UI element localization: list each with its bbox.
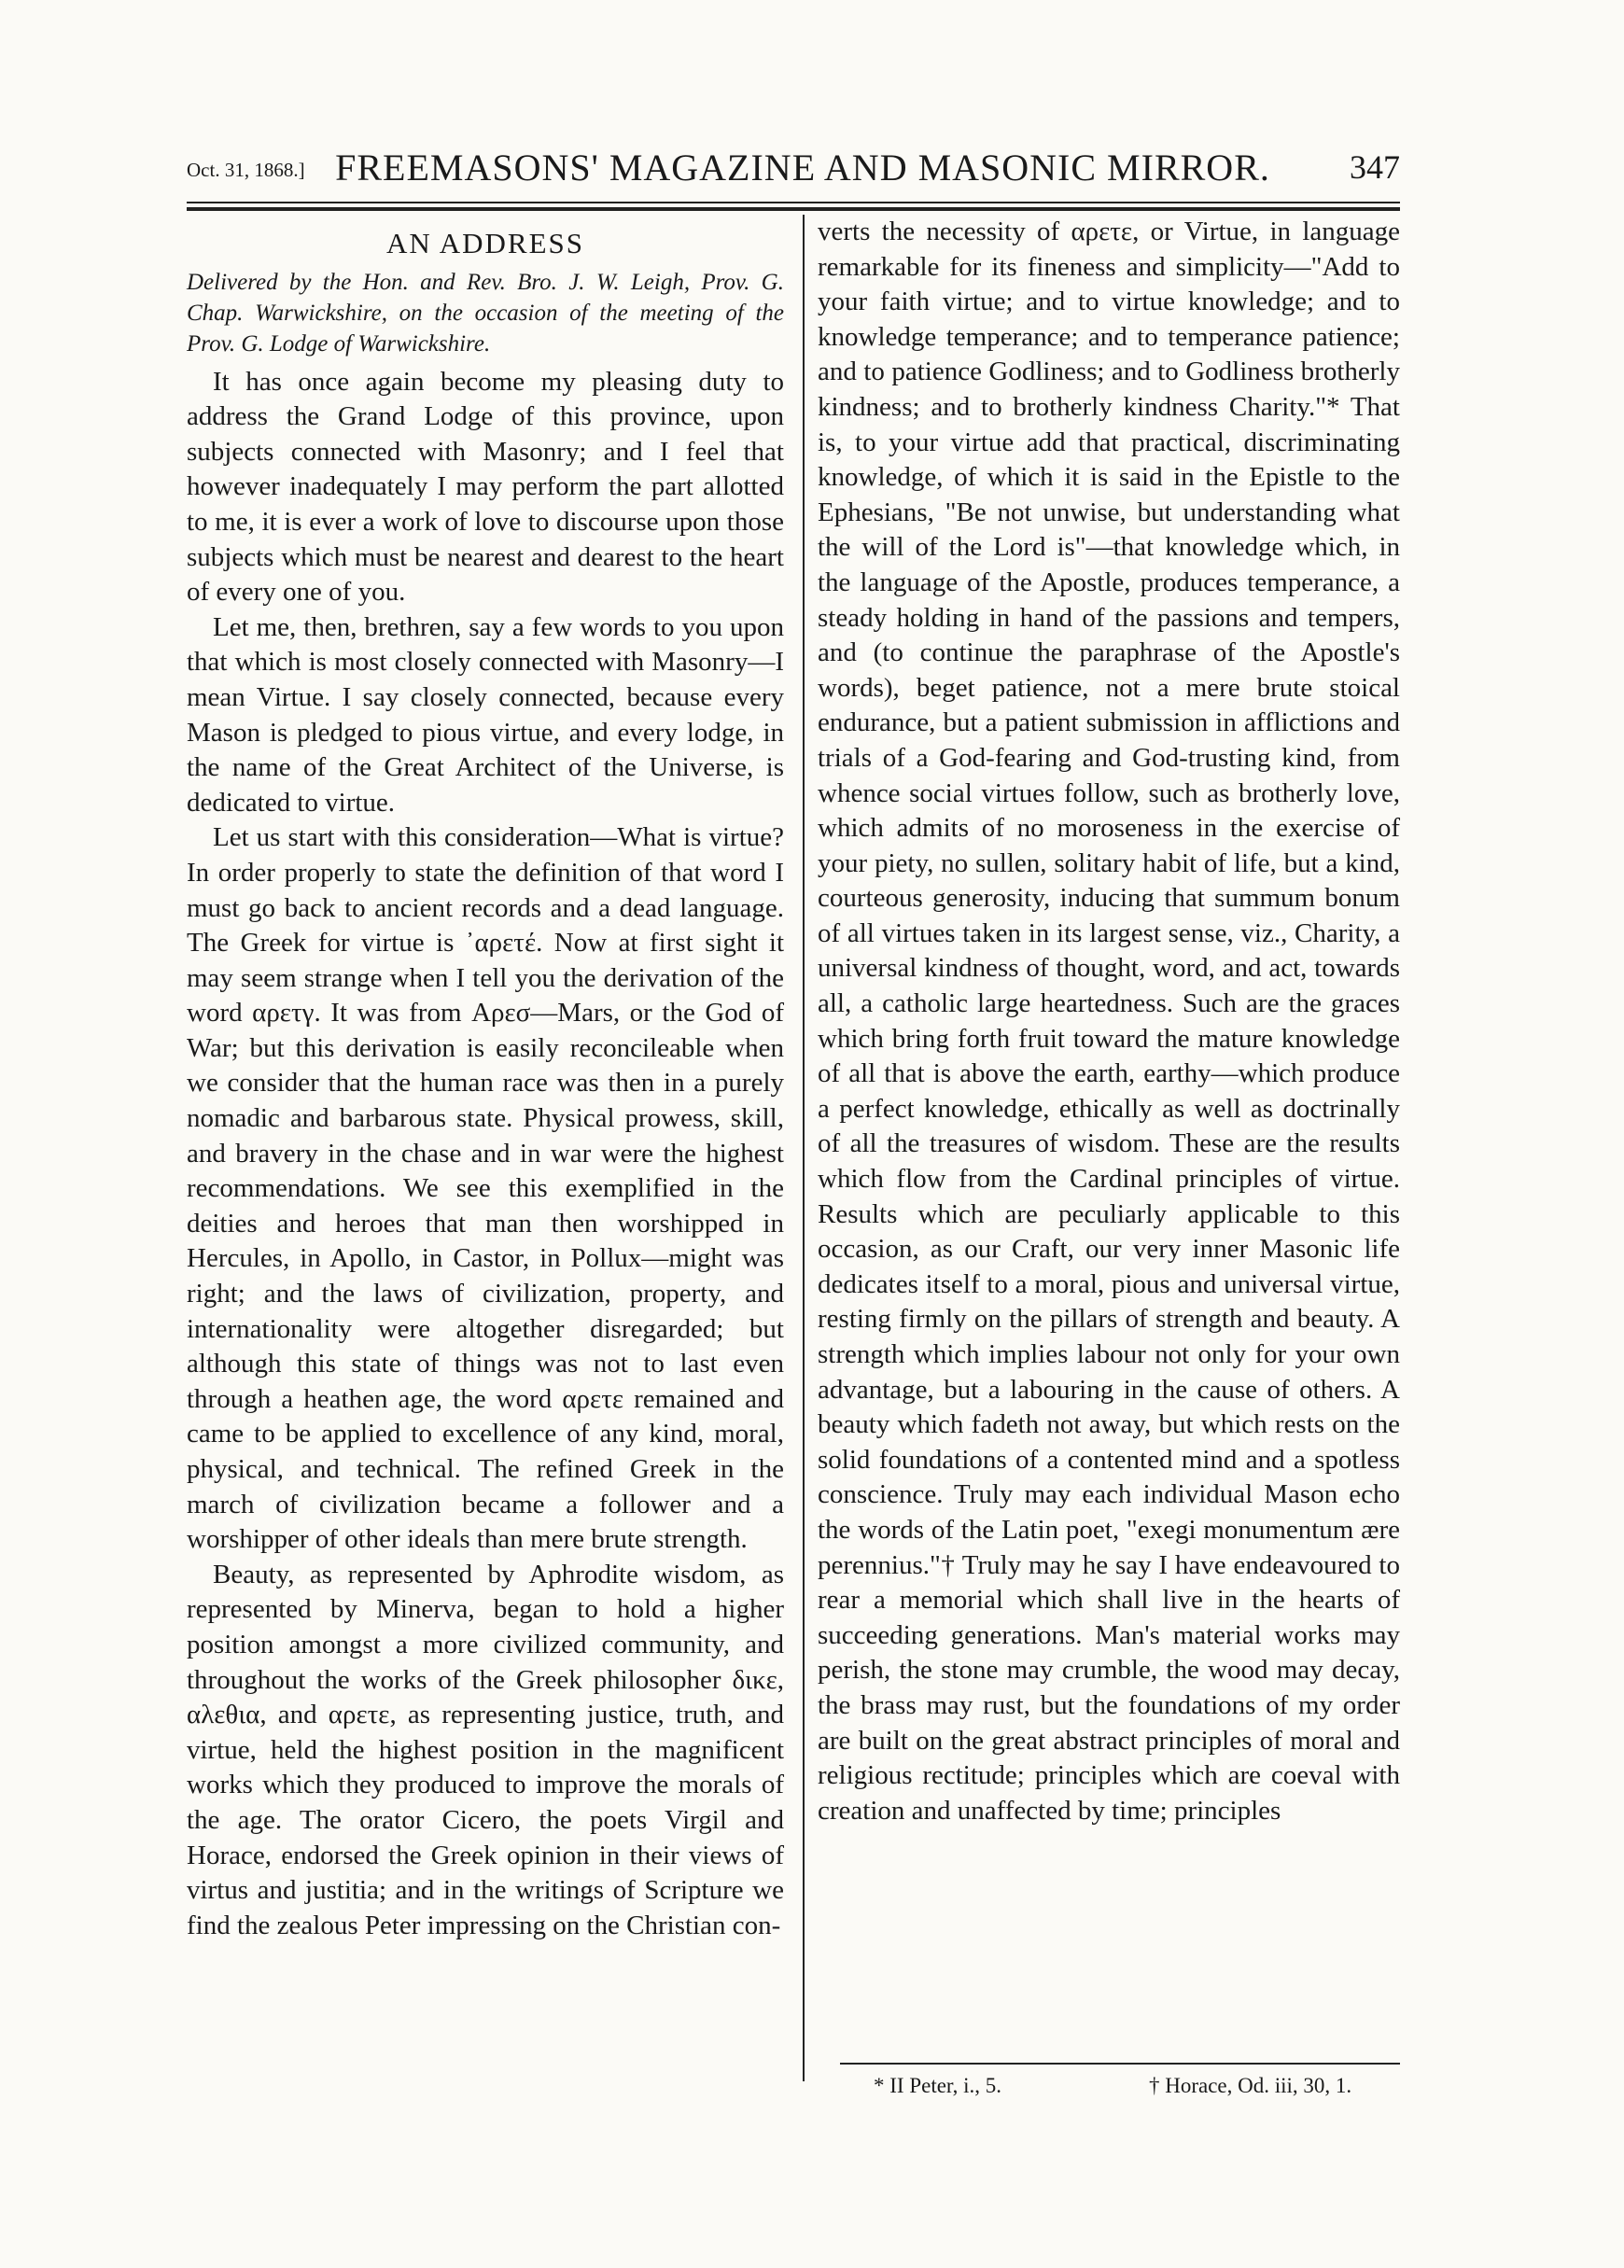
header-rule [187, 202, 1400, 203]
magazine-title: FREEMASONS' MAGAZINE AND MASONIC MIRROR. [335, 147, 1270, 189]
paragraph: It has once again become my pleasing duty to address the Grand Lodge of this province, upon subjects connected with Masonry; and I feel that however inadequately I may perform the part allotted to me, it is ever a work of love to discourse upon those subjects which must be nearest and dearest to the heart of every one of you. [187, 366, 784, 608]
page-number: 347 [1350, 148, 1400, 186]
page-header [187, 140, 1400, 196]
right-column [818, 215, 1400, 1828]
issue-date: Oct. 31, 1868.] [187, 159, 305, 181]
footnote-1: * II Peter, i., 5. [874, 2074, 1002, 2097]
paragraph: verts the necessity of αρετε, or Virtue, in language remarkable for its fineness and simplicity—"Add to your faith virtue; and to virtue knowledge; and to knowledge temperance; and to temperance patience; and to patience Godliness; and to Godliness brotherly kindness; and to brotherly kindness Charity."* That is, to your virtue add that practical, discriminating knowledge, of which it is said in the Epistle to the Ephesians, "Be not unwise, but understanding what the will of the Lord is"—that knowledge which, in the language of the Apostle, produces temperance, a steady holding in hand of the passions and tempers, and (to continue the paraphrase of the Apostle's words), beget patience, not a mere brute stoical endurance, but a patient submission in afflictions and trials of a God-fearing and God-trusting kind, from whence social virtues follow, such as brotherly love, which admits of no moroseness in the exercise of your piety, no sullen, solitary habit of life, but a kind, courteous generosity, inducing that summum bonum of all virtues taken in its largest sense, viz., Charity, a universal kindness of thought, word, and act, towards all, a catholic large heartedness. Such are the graces which bring forth fruit toward the mature knowledge of all that is above the earth, earthy—which produce a perfect knowledge, ethically as well as doctrinally of all the treasures of wisdom. These are the results which flow from the Cardinal principles of virtue. Results which are peculiarly applicable to this occasion, as our Craft, our very inner Masonic life dedicates itself to a moral, pious and universal virtue, resting firmly on the pillars of strength and beauty. A strength which implies labour not only for your own advantage, but a labouring in the cause of others. A beauty which fadeth not away, but which rests on the solid foundations of a contented mind and a spotless conscience. Truly may each individual Mason echo the words of the Latin poet, "exegi monumentum ære perennius."† Truly may he say I have endeavoured to rear a memorial which shall live in the hearts of succeeding generations. Man's material works may perish, the stone may crumble, the wood may decay, the brass may rust, but the foundations of my order are built on the great abstract principles of moral and religious rectitude; principles which are coeval with creation and unaffected by time; principles [818, 217, 1400, 1826]
footnote-rule [840, 2063, 1400, 2065]
footnote-2: † Horace, Od. iii, 30, 1. [1149, 2074, 1352, 2097]
paragraph: Let us start with this consideration—What is virtue? In order properly to state the definition of that word I must go back to ancient records and a dead language. The Greek for virtue is ᾽αρετέ. Now at first sight it may seem strange when I tell you the derivation of the word αρετγ. It was from Αρεσ—Mars, or the God of War; but this derivation is easily reconcileable when we consider that the human race was then in a purely nomadic and barbarous state. Physical prowess, skill, and bravery in the chase and in war were the highest recommendations. We see this exemplified in the deities and heroes that man then worshipped in Hercules, in Apollo, in Castor, in Pollux—might was right; and the laws of civilization, property, and internationality were altogether disregarded; but although this state of things was not to last even through a heathen age, the word αρετε remained and came to be applied to excellence of any kind, moral, physical, and technical. The refined Greek in the march of civilization became a follower and a worshipper of other ideals than mere brute strength. [187, 822, 784, 1555]
column-divider [803, 215, 805, 2081]
article-byline: Delivered by the Hon. and Rev. Bro. J. W. Leigh, Prov. G. Chap. Warwickshire, on the occasion of the meeting of the Prov. G. Lodge of Warwickshire. [187, 269, 784, 357]
paragraph: Let me, then, brethren, say a few words to you upon that which is most closely connected with Masonry—I mean Virtue. I say closely connected, because every Mason is pledged to pious virtue, and every lodge, in the name of the Great Architect of the Universe, is dedicated to virtue. [187, 611, 784, 818]
left-column [187, 215, 784, 1943]
header-rule-thick [187, 207, 1400, 211]
article-title: AN ADDRESS [385, 227, 585, 259]
paragraph: Beauty, as represented by Aphrodite wisdom, as represented by Minerva, began to hold a higher position amongst a more civilized community, and throughout the works of the Greek philosopher δικε, αλεθια, and αρετε, as representing justice, truth, and virtue, held the highest position in the magnificent works which they produced to improve the morals of the age. The orator Cicero, the poets Virgil and Horace, endorsed the Greek opinion in their views of virtus and justitia; and in the writings of Scripture we find the zealous Peter impressing on the Christian con- [187, 1559, 784, 1940]
